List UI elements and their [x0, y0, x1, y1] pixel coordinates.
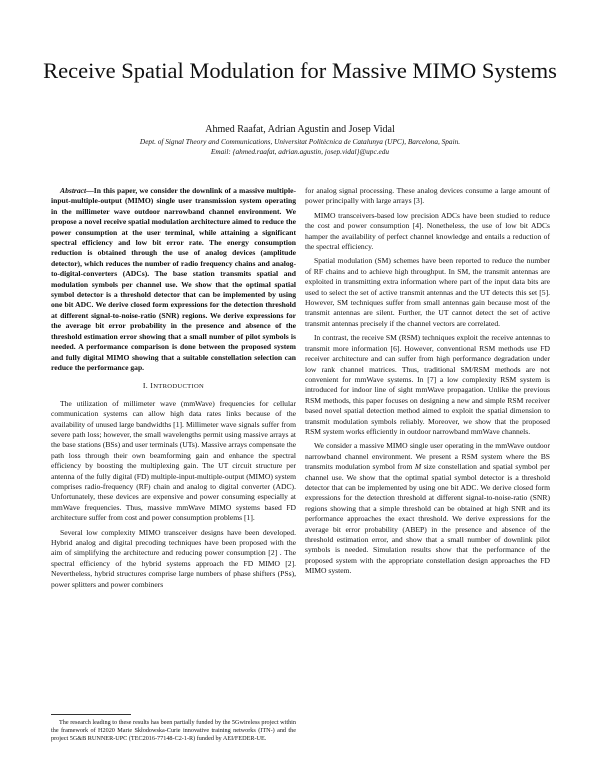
- affiliation: [40, 137, 560, 157]
- footnote-text: The research leading to these results has been partially funded by the 5Gwireless project within the framework of H2020 Marie Skłodowska-Curie innovative training networks (ITN-) and the project 5G&B RUNNER-UPC (TEC2016-77148-C2-1-R) funded by AEI/FEDER-UE.: [51, 719, 296, 743]
- section-heading-introduction: [51, 381, 296, 392]
- intro-paragraph-3: MIMO transceivers-based low precision ADCs have been studied to reduce the cost and power consumption [4]. Nonetheless, the use of low bit ADCs hamper the availability of perfect channel knowledge and entails a reduction of the spectral efficiency.: [305, 210, 550, 252]
- abstract-label: Abstract: [60, 186, 87, 195]
- right-column: [305, 186, 550, 581]
- intro-paragraph-1: The utilization of millimeter wave (mmWave) frequencies for cellular communication systems can allow high data rates links because of the availability of unused large bandwidths [1]. Millimeter wave signals suffer from severe path loss; however, the small wavelengths permit using massive arrays at the base stations (BSs) and user terminals (UTs). Massive arrays compensate the path loss through their own beamforming gain and enhance the spectral efficiency by boosting the multiplexing gain. The UT circuit structure per antenna of the fully digital (FD) multiple-input-multiple-output (MIMO) system comprises radio-frequency (RF) chain and analog to digital converter (ADC). Unfortunately, these devices are expensive and power consuming especially at mmWave frequencies. Thus, massive mmWave MIMO systems based FD architecture suffer from cost and power consumption problems [1].: [51, 398, 296, 523]
- paper-title: Receive Spatial Modulation for Massive MIMO Systems: [43, 58, 557, 83]
- funding-footnote: [51, 714, 296, 744]
- footnote-rule: [51, 714, 131, 715]
- section-number: I.: [142, 381, 151, 391]
- left-column: [51, 186, 296, 594]
- intro-paragraph-2-continued: for analog signal processing. These analog devices consume a large amount of power principally with large arrays [3].: [305, 186, 550, 206]
- affiliation-department: Dept. of Signal Theory and Communications, Universitat Politècnica de Catalunya (UPC), Barcelona, Spain.: [139, 137, 461, 146]
- intro-paragraph-5: In contrast, the receive SM (RSM) techniques exploit the receive antennas to transmit more information [6]. However, conventional RSM methods use FD receiver architecture and can suffer from high performance degradation under low rank channel matrices. Thus, traditional SM/RSM methods are not convenient for mmWave systems. In [7] a low complexity RSM system is introduced for indoor line of sight mmWave propagation. Unlike the previous RSM methods, this paper focuses on designing a new and simple RSM receiver based novel spatial detection method aimed to exploit the spatial dimension to transmit modulation symbols reliably. Moreover, we show that the proposed RSM system works efficiently in outdoor narrowband mmWave channels.: [305, 333, 550, 436]
- intro-paragraph-6-start: We consider a massive MIMO single user operating in the mmWave outdoor narrowband channel environment. We present a RSM system where the BS transmits modulation symbol from: [305, 441, 550, 472]
- intro-paragraph-2: Several low complexity MIMO transceiver designs have been developed. Hybrid analog and digital precoding techniques have been proposed with the aim of simplifying the architecture and reducing power consumption [2] . The spectral efficiency of the hybrid systems approach the FD MIMO [2]. Nevertheless, hybrid structures comprise large numbers of phase shifters (PSs), power splitters and power combiners: [51, 527, 296, 589]
- intro-paragraph-6-end: size constellation and spatial symbol per channel use. We show that the optimal spatial symbol detector is a threshold detector that can be implemented by using one bit ADC. We derive closed form expressions for the detection threshold at different signal-to-noise-ratio (SNR) regions showing that a simple threshold can be obtained at high SNR and its performance approaches the exact threshold. We derive expressions for the average bit error probability (ABEP) in the presence and absence of the threshold estimation error, and show that a small number of downlink pilot symbols is needed. Simulation results show that the performance of the proposed system with the appropriate constellation design approaches the FD MIMO system.: [305, 462, 550, 576]
- section-title-initial: I: [150, 381, 154, 391]
- section-title-rest: NTRODUCTION: [153, 383, 205, 391]
- abstract: [51, 186, 296, 373]
- intro-paragraph-6: [305, 441, 550, 576]
- abstract-text: —In this paper, we consider the downlink of a massive multiple-input-multiple-output (MIMO) single user transmission system operating in the millimeter wave outdoor narrowband channel environment. We propose a novel receive spatial modulation architecture aimed to reduce the power consumption at the user terminal, while attaining a significant spectral efficiency and low bit error rate. The energy consumption reduction is obtained through the use of analog devices (amplitude detector), which reduces the number of radio frequency chains and analog-to-digital-converters (ADCs). The base station transmits spatial and modulation symbols per channel use. We show that the optimal spatial symbol detector is a threshold detector that can be implemented by using one bit ADC. We derive closed form expressions for the detection threshold at different signal-to-noise-ratio (SNR) regions. We derive expressions for the average bit error probability in the presence and absence of the threshold estimation error showing that a small number of pilot symbols is needed. A performance comparison is done between the proposed system and fully digital MIMO showing that a suitable constellation selection can reduce the performance gap.: [51, 186, 296, 372]
- constellation-size-symbol: M: [414, 462, 422, 472]
- intro-paragraph-4: Spatial modulation (SM) schemes have been reported to reduce the number of RF chains and to achieve high throughput. In SM, the transmit antennas are exploited in transmitting extra information where part of the input data bits are used to select the set of active transmit antennas and the UT detects this set [5]. However, SM techniques suffer from small antennas gain because most of the transmit antennas are silent. Further, the UT cannot detect the set of active transmit antennas precisely if the channel vectors are correlated.: [305, 256, 550, 328]
- author-list: Ahmed Raafat, Adrian Agustin and Josep Vidal: [205, 124, 395, 135]
- affiliation-email: Email: {ahmed.raafat, adrian.agustin, josep.vidal}@upc.edu: [210, 147, 390, 156]
